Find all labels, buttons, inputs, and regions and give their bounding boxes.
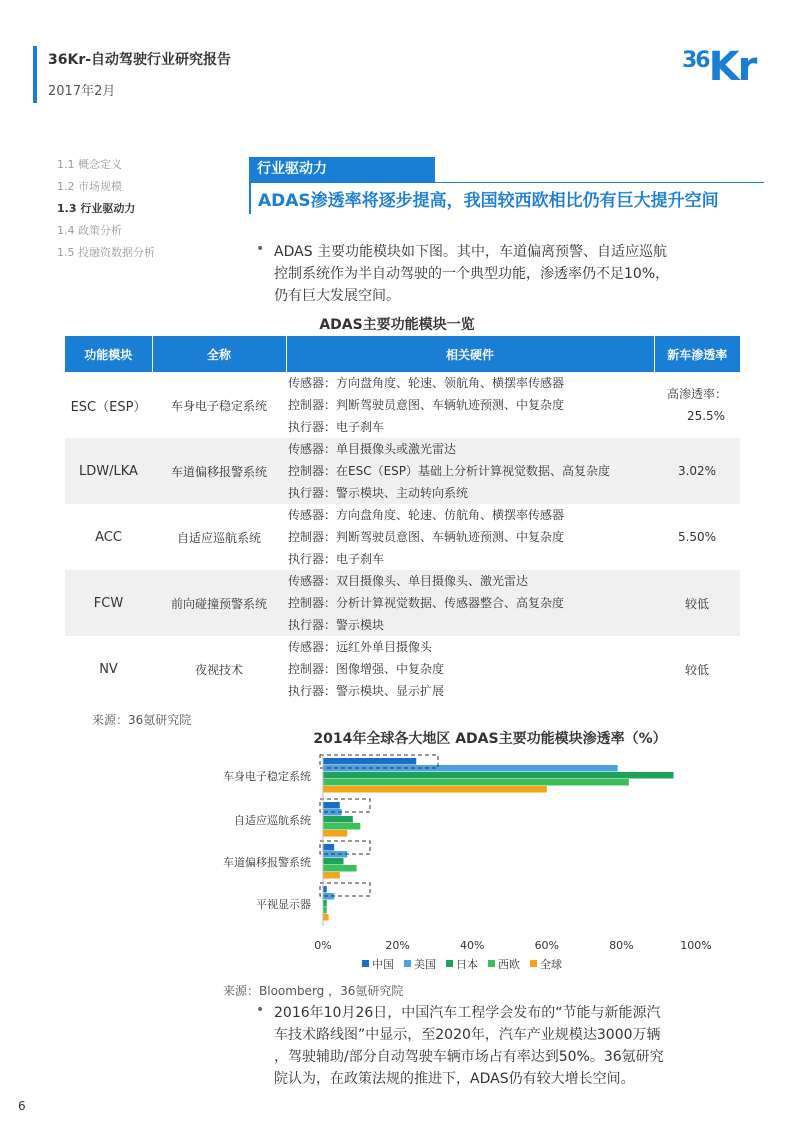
cell-rate: 3.02% — [654, 438, 740, 504]
x-tick-label: 80% — [609, 939, 634, 952]
table-row — [65, 438, 740, 504]
bar — [323, 844, 334, 851]
header-accent-bar — [33, 46, 37, 103]
bar — [323, 865, 357, 872]
category-label: 平视显示器 — [256, 898, 311, 911]
bar — [323, 772, 674, 779]
adas-module-table — [65, 336, 740, 702]
cell-name: 车道偏移报警系统 — [152, 438, 286, 504]
bar — [323, 823, 360, 830]
bar — [323, 758, 416, 765]
cell-name: 前向碰撞预警系统 — [152, 570, 286, 636]
toc-item-1-4[interactable]: 1.4 政策分析 — [57, 224, 122, 237]
category-label: 车道偏移报警系统 — [223, 856, 311, 869]
chart-title: 2014年全球各大地区 ADAS主要功能模块渗透率（%） — [313, 731, 667, 747]
legend-label: 全球 — [540, 958, 562, 971]
toc-item-1-3[interactable]: 1.3 行业驱动力 — [57, 202, 136, 215]
bar — [323, 858, 344, 865]
bar — [323, 914, 329, 921]
paragraph-2: 2016年10月26日，中国汽车工程学会发布的“节能与新能源汽 车技术路线图”中显示，至2020年，汽车产业规模达3000万辆 ，驾驶辅助/部分自动驾驶车辆市场占有率达到50%。36氪研究 院认为，在政策法规的推进下，ADAS仍有较大增长空间。 — [274, 1005, 664, 1087]
section-headline: ADAS渗透率将逐步提高，我国较西欧相比仍有巨大提升空间 — [258, 191, 719, 211]
cell-rate: 高渗透率： 25.5% — [654, 372, 740, 438]
bar — [323, 830, 347, 837]
section-tag: 行业驱动力 — [249, 157, 435, 182]
x-tick-label: 100% — [680, 939, 712, 952]
bullet-dot: • — [256, 1002, 265, 1018]
cell-name: 夜视技术 — [152, 636, 286, 702]
section-divider-vertical — [249, 182, 251, 214]
table-row — [65, 372, 740, 438]
cell-name: 车身电子稳定系统 — [152, 372, 286, 438]
36kr-logo: $^{36}$Kr — [682, 44, 756, 90]
section-divider — [249, 182, 764, 183]
cell-abbr: FCW — [65, 570, 152, 636]
table-header-rate: 新车渗透率 — [654, 336, 740, 372]
legend-label: 西欧 — [498, 958, 520, 971]
penetration-chart — [180, 750, 740, 980]
bar — [323, 907, 327, 914]
bar — [323, 765, 618, 772]
table-source: 来源：36氪研究院 — [92, 713, 192, 727]
table-header-module: 功能模块 — [65, 336, 152, 372]
cell-abbr: LDW/LKA — [65, 438, 152, 504]
toc-item-1-2[interactable]: 1.2 市场规模 — [57, 180, 122, 193]
toc-item-1-5[interactable]: 1.5 投融资数据分析 — [57, 246, 155, 259]
bar — [323, 802, 340, 809]
table-header-hardware: 相关硬件 — [286, 336, 654, 372]
x-tick-label: 60% — [534, 939, 560, 952]
legend-swatch — [362, 960, 369, 967]
cell-hardware: 传感器：方向盘角度、轮速、仿航角、横摆率传感器 控制器：判断驾驶员意图、车辆轨迹预测、中复杂度 执行器：电子刹车 — [286, 504, 654, 570]
page-number: 6 — [18, 1099, 26, 1113]
legend-label: 美国 — [414, 958, 436, 971]
cell-rate: 5.50% — [654, 504, 740, 570]
bar — [323, 786, 547, 793]
legend-swatch — [446, 960, 453, 967]
report-date: 2017年2月 — [48, 84, 116, 99]
cell-hardware: 传感器：方向盘角度、轮速、领航角、横摆率传感器 控制器：判断驾驶员意图、车辆轨迹预测、中复杂度 执行器：电子刹车 — [286, 372, 654, 438]
table-row — [65, 636, 740, 702]
cell-abbr: ACC — [65, 504, 152, 570]
cell-abbr: ESC（ESP） — [65, 372, 152, 438]
table-title: ADAS主要功能模块一览 — [319, 317, 475, 333]
table-header-name: 全称 — [152, 336, 286, 372]
chart-source: 来源：Bloomberg ，36氪研究院 — [223, 984, 404, 998]
bar — [323, 816, 353, 823]
x-tick-label: 40% — [459, 939, 485, 952]
category-label: 自适应巡航系统 — [234, 814, 311, 827]
legend-label: 日本 — [456, 958, 478, 971]
cell-name: 自适应巡航系统 — [152, 504, 286, 570]
cell-hardware: 传感器：远红外单目摄像头 控制器：图像增强、中复杂度 执行器：警示模块、显示扩展 — [286, 636, 654, 702]
table-row — [65, 504, 740, 570]
legend-swatch — [530, 960, 537, 967]
cell-rate: 较低 — [654, 636, 740, 702]
x-tick-label: 20% — [385, 939, 410, 952]
toc-item-1-1[interactable]: 1.1 概念定义 — [57, 158, 122, 171]
bullet-dot: • — [256, 241, 265, 257]
legend-label: 中国 — [372, 958, 394, 971]
legend-swatch — [488, 960, 495, 967]
cell-hardware: 传感器：单目摄像头或激光雷达 控制器：在ESC（ESP）基础上分析计算视觉数据、高复杂度 执行器：警示模块、主动转向系统 — [286, 438, 654, 504]
x-tick-label: 0% — [314, 939, 332, 952]
cell-hardware: 传感器：双目摄像头、单目摄像头、激光雷达 控制器：分析计算视觉数据、传感器整合、高复杂度 执行器：警示模块 — [286, 570, 654, 636]
legend-swatch — [404, 960, 411, 967]
table-row — [65, 570, 740, 636]
bar — [323, 872, 340, 879]
cell-abbr: NV — [65, 636, 152, 702]
cell-rate: 较低 — [654, 570, 740, 636]
paragraph-1: ADAS 主要功能模块如下图。其中，车道偏离预警、自适应巡航 控制系统作为半自动驾驶的一个典型功能，渗透率仍不足10%， 仍有巨大发展空间。 — [274, 244, 670, 304]
report-title: 36Kr-自动驾驶行业研究报告 — [48, 52, 232, 68]
category-label: 车身电子稳定系统 — [223, 770, 311, 783]
bar — [323, 886, 327, 893]
bar — [323, 779, 629, 786]
bar — [323, 900, 327, 907]
